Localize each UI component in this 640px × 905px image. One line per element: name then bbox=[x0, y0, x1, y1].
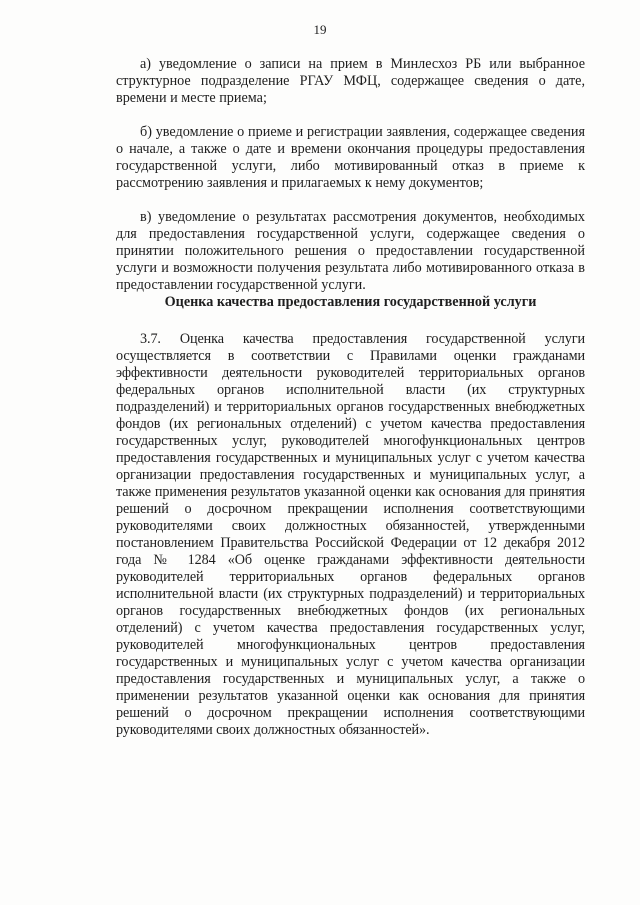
notification-item-c: в) уведомление о результатах рассмотрения документов, необходимых для предоставления государственной услуги, содержащее сведения о принятии положительного решения о предоставлении государственной услуги и возможности получения результата либо мотивированного отказа в предоставлении государственной услуги. bbox=[116, 209, 585, 293]
section-paragraph-3-7: 3.7. Оценка качества предоставления государственной услуги осуществляется в соответствии с Правилами оценки гражданами эффективности деятельности руководителей территориальных органов федеральных органов исполнительной власти (их структурных подразделений) и территориальных органов государственных внебюджетных фондов (их региональных отделений) с учетом качества предоставления государственных услуг, руководителей многофункциональных центров предоставления государственных и муниципальных услуг с учетом качества организации предоставления государственных и муниципальных услуг, а также применения результатов указанной оценки как основания для принятия решений о досрочном прекращении исполнения соответствующими руководителями своих должностных обязанностей, утвержденными постановлением Правительства Российской Федерации от 12 декабря 2012 года № 1284 «Об оценке гражданами эффективности деятельности руководителей территориальных органов федеральных органов исполнительной власти (их структурных подразделений) и территориальных органов государственных внебюджетных фондов (их региональных отделений) с учетом качества предоставления государственных услуг, руководителей многофункциональных центров предоставления государственных и муниципальных услуг с учетом качества организации предоставления государственных и муниципальных услуг, а также о применении результатов указанной оценки как основания для принятия решений о досрочном прекращении исполнения соответствующими руководителями своих должностных обязанностей». bbox=[116, 331, 585, 738]
page-number: 19 bbox=[313, 22, 327, 37]
section-heading: Оценка качества предоставления государственной услуги bbox=[164, 294, 537, 310]
notification-item-b: б) уведомление о приеме и регистрации заявления, содержащее сведения о начале, а также о дате и времени окончания процедуры предоставления государственной услуги, либо мотивированный отказ в приеме к рассмотрению заявления и прилагаемых к нему документов; bbox=[116, 124, 585, 191]
notification-item-a: а) уведомление о записи на прием в Минлесхоз РБ или выбранное структурное подразделение РГАУ МФЦ, содержащее сведения о дате, времени и месте приема; bbox=[116, 56, 585, 106]
